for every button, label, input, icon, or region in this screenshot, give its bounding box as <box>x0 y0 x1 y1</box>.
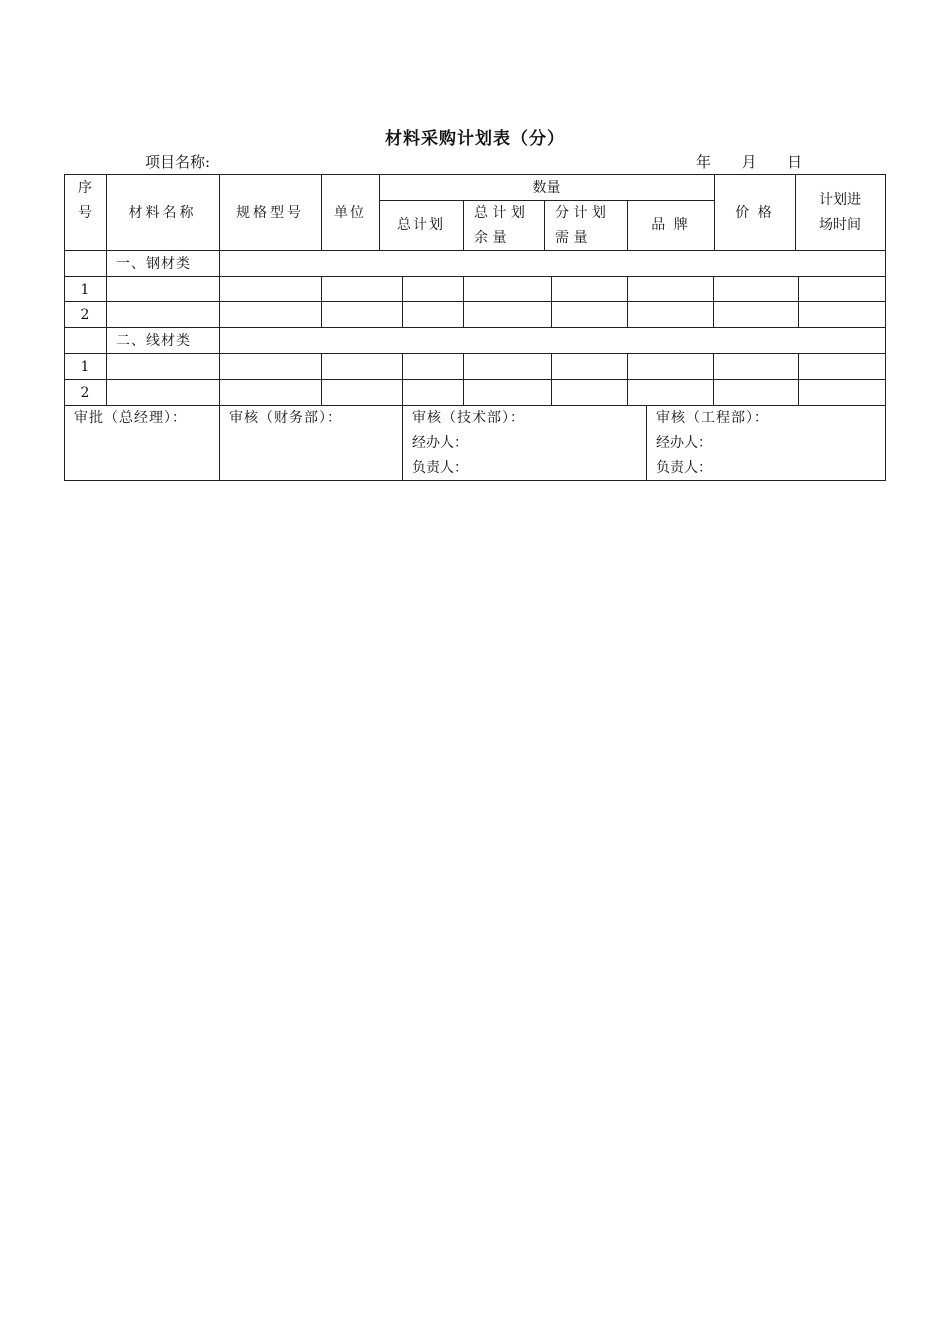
row-seq: 2 <box>80 385 90 401</box>
header-total-plan: 总计划 <box>397 217 445 233</box>
header-price: 价 格 <box>735 205 774 221</box>
row-seq: 2 <box>80 307 90 323</box>
header-remaining-line2: 余 量 <box>474 230 507 246</box>
row-seq: 1 <box>80 282 90 298</box>
header-entry-time-line2: 场时间 <box>819 217 861 233</box>
eng-owner-label: 负责人： <box>656 460 712 476</box>
section-label-wire: 二、线材类 <box>116 333 191 349</box>
header-spec-model: 规格型号 <box>236 205 304 221</box>
header-remaining-line1: 总 计 划 <box>474 205 525 221</box>
tech-owner-label: 负责人： <box>412 460 468 476</box>
form-title: 材料采购计划表（分） <box>385 129 565 149</box>
header-material-name: 材料名称 <box>128 205 197 221</box>
review-tech-label: 审核（技术部）： <box>412 410 525 426</box>
header-demand-line1: 分 计 划 <box>555 205 606 221</box>
eng-handler-label: 经办人： <box>656 435 712 451</box>
year-label: 年 <box>696 153 713 171</box>
section-label-steel: 一、钢材类 <box>116 256 191 272</box>
tech-handler-label: 经办人： <box>412 435 468 451</box>
header-quantity: 数量 <box>532 180 561 196</box>
row-seq: 1 <box>80 359 90 375</box>
approval-gm-label: 审批（总经理）： <box>74 410 187 426</box>
header-seq-line2: 号 <box>78 205 92 221</box>
month-label: 月 <box>741 153 758 171</box>
header-unit: 单位 <box>334 205 366 221</box>
header-demand-line2: 需 量 <box>555 230 588 246</box>
project-name-label: 项目名称: <box>145 153 211 171</box>
day-label: 日 <box>787 153 804 171</box>
review-finance-label: 审核（财务部）： <box>229 410 342 426</box>
header-entry-time-line1: 计划进 <box>819 192 861 208</box>
review-eng-label: 审核（工程部）： <box>656 410 769 426</box>
header-seq-line1: 序 <box>78 180 92 196</box>
header-brand: 品 牌 <box>651 217 690 233</box>
